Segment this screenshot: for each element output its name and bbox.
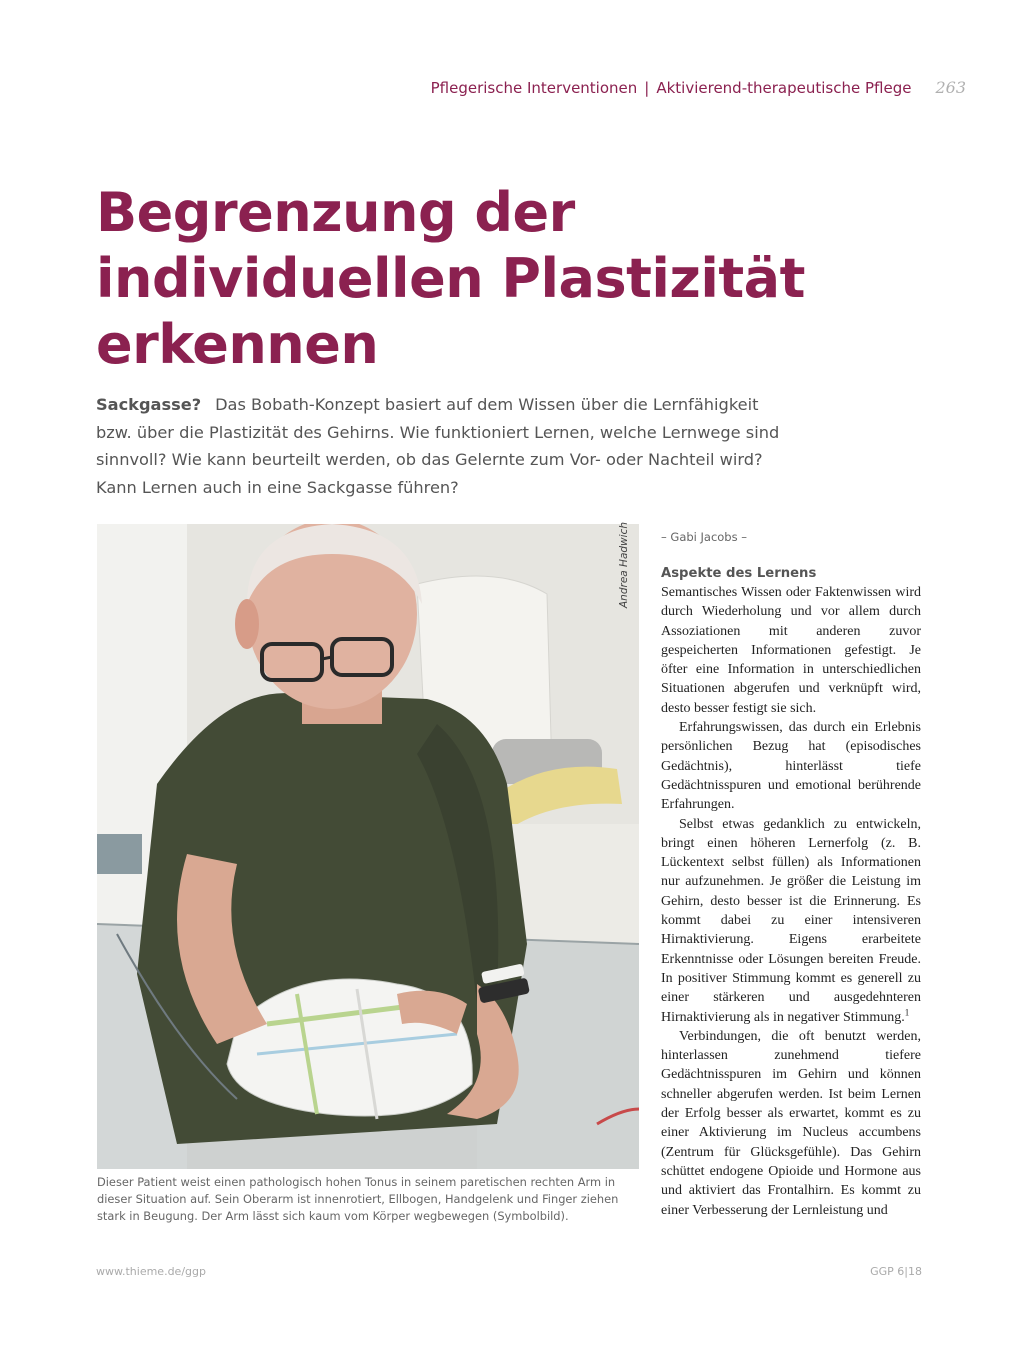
author-byline: – Gabi Jacobs – bbox=[661, 530, 748, 544]
footnote-mark: 1 bbox=[904, 1006, 910, 1017]
section-heading: Aspekte des Lernens bbox=[661, 566, 817, 581]
body-paragraph: Semantisches Wissen oder Faktenwissen wird durch Wiederholung und vor allem durch Assoziationen mit anderen zuvor gespeicherten Informationen gefestigt. Je öfter eine Information in unterschiedlichen Situationen abgerufen und verknüpft wird, desto besser festigt sie sich. bbox=[661, 585, 921, 716]
text-column bbox=[661, 530, 921, 1220]
header-section: Pflegerische Interventionen bbox=[430, 79, 638, 97]
article-title bbox=[96, 180, 856, 378]
photo-credit: Andrea Hadwich bbox=[618, 522, 630, 608]
body-paragraph-text: Selbst etwas gedanklich zu entwickeln, bringt einen höheren Lernerfolg (z. B. Lückentext selbst füllen) als Informationen nur aufzunehmen. Je größer die Leistung im Gehirn, desto besser ist die Erinnerung. Es kommt dabei zu einer intensiveren Hirnaktivierung. Eigens erarbeitete Erkenntnisse oder Lösungen bereiten Freude. In positiver Stimmung kommt es generell zu einer stärkeren und ausgedehnteren Hirnaktivierung als in negativer Stimmung. bbox=[661, 816, 921, 1025]
photo-illustration bbox=[97, 524, 639, 1169]
body-paragraph: Verbindungen, die oft benutzt werden, hinterlassen zunehmend tiefere Gedächtnisspuren im Gehirn und können schneller abgerufen werden. Ist beim Lernen der Erfolg besser als erwartet, kommt es zu einer Aktivierung im Nucleus accumbens (Zentrum für Glücksgefühle). Das Gehirn schüttet endogene Opioide und Hormone aus und aktiviert das Frontalhirn. Es kommt zu einer Verbesserung der Lernleistung und bbox=[661, 1028, 921, 1218]
title-line: individuellen Plastizität bbox=[96, 247, 805, 310]
title-line: Begrenzung der bbox=[96, 181, 575, 244]
lead-kicker: Sackgasse? bbox=[96, 395, 202, 414]
photo-caption: Dieser Patient weist einen pathologisch hohen Tonus in seinem paretischen rechten Arm in dieser Situation auf. Sein Oberarm ist innenrotiert, Ellbogen, Handgelenk und Finger ziehen stark in Beugung. Der Arm lässt sich kaum vom Körper wegbewegen (Symbolbild). bbox=[97, 1175, 619, 1224]
footer-website: www.thieme.de/ggp bbox=[96, 1265, 206, 1278]
header-subsection: Aktivierend-therapeutische Pflege bbox=[656, 79, 912, 97]
body-paragraph bbox=[661, 815, 921, 1027]
lead-text: Das Bobath-Konzept basiert auf dem Wissen über die Lernfähigkeit bzw. über die Plastizität des Gehirns. Wie funktioniert Lernen, welche Lernwege sind sinnvoll? Wie kann beurteilt werden, ob das Gelernte zum Vor- oder Nachteil wird? Kann Lernen auch in eine Sackgasse führen? bbox=[96, 395, 780, 497]
header-separator: | bbox=[644, 79, 650, 97]
running-header bbox=[431, 78, 966, 97]
footer-issue: GGP 6|18 bbox=[870, 1265, 922, 1278]
article-photo bbox=[97, 524, 639, 1169]
title-line: erkennen bbox=[96, 313, 379, 376]
lead-paragraph bbox=[96, 391, 786, 501]
body-paragraph: Erfahrungswissen, das durch ein Erlebnis persönlichen Bezug hat (episodisches Gedächtnis), hinterlässt tiefe Gedächtnisspuren und emotional berührende Erfahrungen. bbox=[661, 720, 921, 813]
page-number: 263 bbox=[935, 78, 966, 97]
